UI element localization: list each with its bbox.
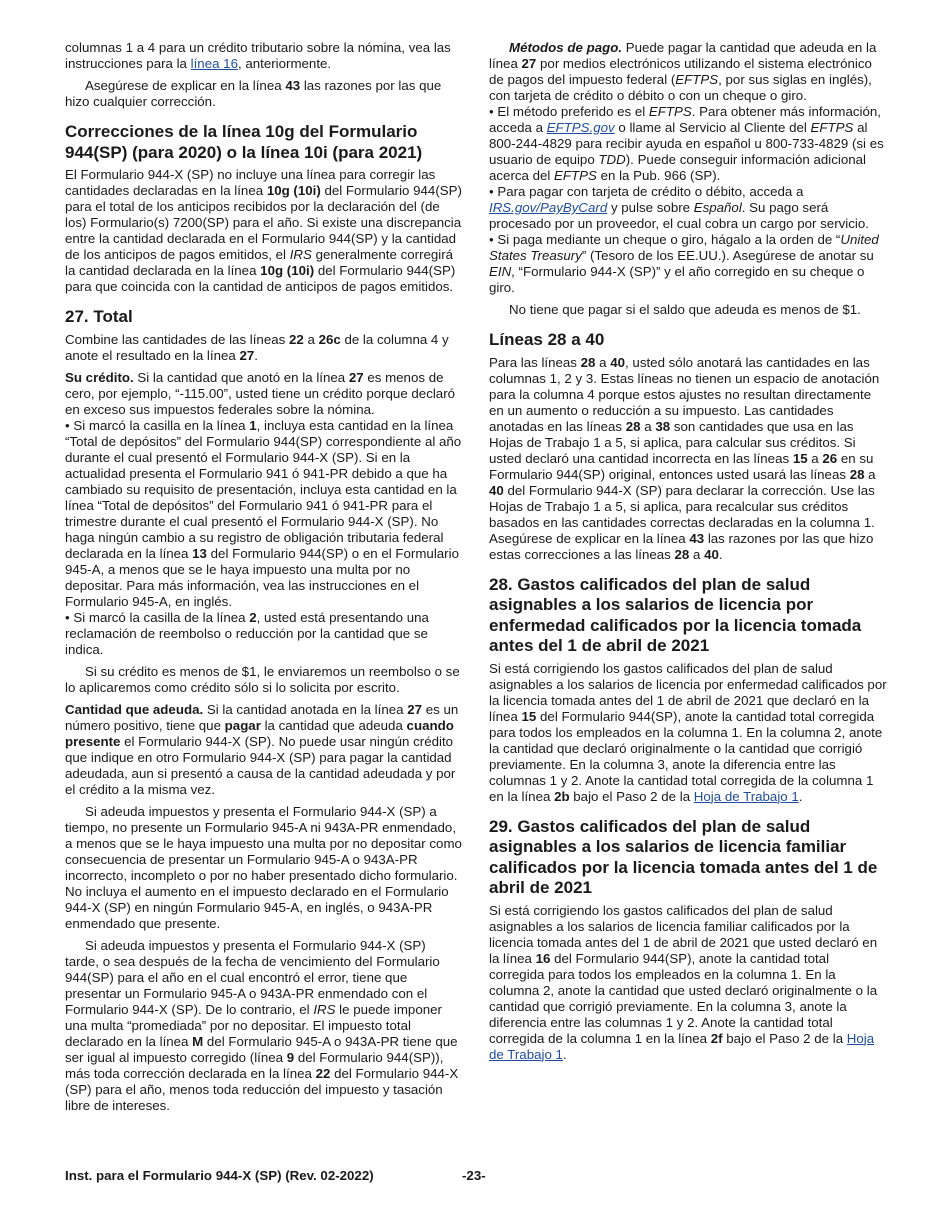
link-line-16[interactable]: línea 16 (190, 56, 238, 71)
paragraph: Para las líneas 28 a 40, usted sólo anotará las cantidades en las columnas 1, 2 y 3. Estas líneas no tienen un espacio de anotación para la columna 4 porque estos ajustes no resultan directamente en un aumento o reducción a su impuesto. Las cantidades anotadas en las líneas 28 a 38 son cantidades que usa en las Hojas de Trabajo 1 a 5, si aplica, para calcular sus créditos. Si usted declaró una cantidad incorrecta en las líneas 15 a 26 en su Formulario 944(SP) original, entonces usted usará las líneas 28 a 40 del Formulario 944-X (SP) para declarar la corrección. Use las Hojas de Trabajo 1 a 5, si aplica, para recalcular sus créditos basados en las cantidades correctas declaradas en la columna 1. Asegúrese de explicar en la línea 43 las razones por las que hizo estas correcciones a las líneas 28 a 40. (489, 354, 880, 562)
bullet-item: • El método preferido es el EFTPS. Para obtener más información, acceda a EFTPS.gov o llame al Servicio al Cliente del EFTPS al 800-244-4829 para recibir ayuda en español u 800-733-4829 (si es usuario de equipo TDD). Puede conseguir información adicional acerca del EFTPS en la Pub. 966 (SP). (489, 104, 884, 183)
link-worksheet-1[interactable]: Hoja de Trabajo 1 (489, 1030, 875, 1062)
section-heading-lines-28-40: Líneas 28 a 40 (489, 330, 605, 349)
page-number: -23- (462, 1168, 486, 1183)
paragraph: Si adeuda impuestos y presenta el Formulario 944-X (SP) tarde, o sea después de la fecha de vencimiento del Formulario 944(SP) para el año en el cual encontró el error, tiene que presentar un Formulario 945-A o 943A-PR enmendado con el Formulario 944-X (SP). De lo contrario, el IRS le puede imponer una multa “promediada” por no depositar. El impuesto total declarado en la línea M del Formulario 945-A o 943A-PR tiene que ser igual al impuesto corregido (línea 9 del Formulario 944(SP)), más toda corrección declarada en la línea 22 del Formulario 944-X (SP) para el año, menos toda reducción del impuesto y tasación libre de intereses. (65, 937, 459, 1113)
paragraph: Si su crédito es menos de $1, le enviaremos un reembolso o se lo aplicaremos como crédito sólo si lo solicita por escrito. (65, 663, 460, 695)
paragraph: Si está corrigiendo los gastos calificados del plan de salud asignables a los salarios de licencia por enfermedad calificados por la licencia tomada antes del 1 de abril de 2021 que declaró en la línea 15 del Formulario 944(SP), anote la cantidad total corregida para todos los empleados en la columna 1. En la columna 2, anote la cantidad que declaró originalmente o la cantidad que corrigió previamente. En la columna 3, anote la diferencia entre las columnas 1 y 2. Anote la cantidad total corregida de la columna 1 en la línea 2b bajo el Paso 2 de la Hoja de Trabajo 1. (489, 660, 887, 804)
paragraph-metodos-de-pago: Métodos de pago. Puede pagar la cantidad que adeuda en la línea 27 por medios electrónicos utilizando el sistema electrónico de pagos del impuesto federal (EFTPS, por sus siglas en inglés), con tarjeta de crédito o débito o con un cheque o giro. (489, 40, 877, 103)
section-heading-corrections-10g: Correcciones de la línea 10g del Formulario 944(SP) (para 2020) o la línea 10i (para 2021) (65, 122, 423, 162)
left-column (65, 40, 463, 1120)
paragraph: El Formulario 944-X (SP) no incluye una línea para corregir las cantidades declaradas en la línea 10g (10i) del Formulario 944(SP) para el total de los anticipos recibidos por la declaración del (de los) Formulario(s) 7200(SP) para el año. Si existe una discrepancia entre la cantidad declarada en el Formulario 944(SP) y la cantidad de los anticipos de pagos emitidos, el IRS generalmente corregirá la cantidad declarada en la línea 10g (10i) del Formulario 944(SP) para que coincida con la cantidad de anticipos de pagos emitidos. (65, 167, 462, 294)
link-paybycard[interactable]: IRS.gov/PayByCard (489, 200, 608, 215)
bullet-item: • Para pagar con tarjeta de crédito o débito, acceda a IRS.gov/PayByCard y pulse sobre Español. Su pago será procesado por un proveedor, el cual cobra un cargo por servicio. (489, 184, 869, 231)
footer-title: Inst. para el Formulario 944-X (SP) (Rev. 02-2022) (65, 1168, 374, 1183)
paragraph: Si está corrigiendo los gastos calificados del plan de salud asignables a los salarios de licencia familiar calificados por la licencia tomada antes del 1 de abril de 2021 que usted declaró en la línea 16 del Formulario 944(SP), anote la cantidad total corregida para todos los empleados en la columna 1. En la columna 2, anote la cantidad que usted declaró originalmente o la cantidad que corrigió previamente. En la columna 3, anote la diferencia entre las columnas 1 y 2. Anote la cantidad total corregida de la columna 1 en la línea 2f bajo el Paso 2 de la Hoja de Trabajo 1. (489, 902, 878, 1062)
section-heading-29: 29. Gastos calificados del plan de salud asignables a los salarios de licencia familiar calificados por la licencia tomada antes del 1 de abril de 2021 (489, 816, 878, 897)
section-heading-28: 28. Gastos calificados del plan de salud asignables a los salarios de licencia por enfermedad calificados por la licencia tomada antes del 1 de abril de 2021 (489, 574, 862, 655)
paragraph-su-credito: Su crédito. Si la cantidad que anotó en la línea 27 es menos de cero, por ejemplo, “-115.00”, usted tiene un crédito porque declaró en exceso sus impuestos federales sobre la nómina. (65, 369, 456, 417)
paragraph: Asegúrese de explicar en la línea 43 las razones por las que hizo cualquier corrección. (65, 78, 442, 109)
bullet-item: • Si marcó la casilla en la línea 1, incluya esta cantidad en la línea “Total de depósitos” del Formulario 944(SP) correspondiente al año durante el cual presentó el Formulario 944-X (SP). Si en la actualidad presenta el Formulario 941 ó 941-PR debido a que ha cambiado su requisito de presentación, incluya esta cantidad en la línea “Total de depósitos” del Formulario 941 ó 941-PR para el trimestre durante el cual presentó el Formulario 944-X (SP). No haga ningún cambio a su registro de obligación tributaria federal declarada en la línea 13 del Formulario 944(SP) o en el Formulario 945-A, a menos que se le haya impuesto una multa por no depositar. Para más información, vea las instrucciones en el Formulario 945-A, en inglés. (65, 417, 462, 609)
bullet-item: • Si paga mediante un cheque o giro, hágalo a la orden de “United States Treasury” (Tesoro de los EE.UU.). Asegúrese de anotar su EIN, “Formulario 944-X (SP)” y el año corregido en su cheque o giro. (489, 232, 879, 295)
paragraph: columnas 1 a 4 para un crédito tributario sobre la nómina, vea las instrucciones para la línea 16, anteriormente. (65, 40, 451, 71)
link-worksheet-1[interactable]: Hoja de Trabajo 1 (693, 788, 799, 804)
paragraph: No tiene que pagar si el saldo que adeuda es menos de $1. (509, 302, 861, 317)
link-eftps[interactable]: EFTPS.gov (546, 120, 615, 135)
right-column (489, 40, 887, 1069)
paragraph: Si adeuda impuestos y presenta el Formulario 944-X (SP) a tiempo, no presente un Formulario 945-A ni 943A-PR enmendado, a menos que se le haya impuesto una multa por no depositar como consecuencia de presentar un Formulario 945-A o 943A-PR incorrecto, incompleto o por no haber presentado dicho formulario. No incluya el aumento en el impuesto declarado en el Formulario 944-X (SP) en ningún Formulario 945-A, en inglés, o 943A-PR enmendado que presente. (65, 803, 462, 931)
bullet-item: • Si marcó la casilla de la línea 2, usted está presentando una reclamación de reembolso o reducción por la cantidad que se indica. (65, 609, 429, 657)
section-heading-27-total: 27. Total (65, 307, 133, 326)
paragraph-cantidad-que-adeuda: Cantidad que adeuda. Si la cantidad anotada en la línea 27 es un número positivo, tiene que pagar la cantidad que adeuda cuando presente el Formulario 944-X (SP). No puede usar ningún crédito que indique en otro Formulario 944-X (SP) para pagar la cantidad adeudada, aun si presentó a causa de la cantidad adeudada y por el crédito a la misma vez. (65, 701, 459, 797)
paragraph: Combine las cantidades de las líneas 22 a 26c de la columna 4 y anote el resultado en la línea 27. (65, 331, 449, 363)
